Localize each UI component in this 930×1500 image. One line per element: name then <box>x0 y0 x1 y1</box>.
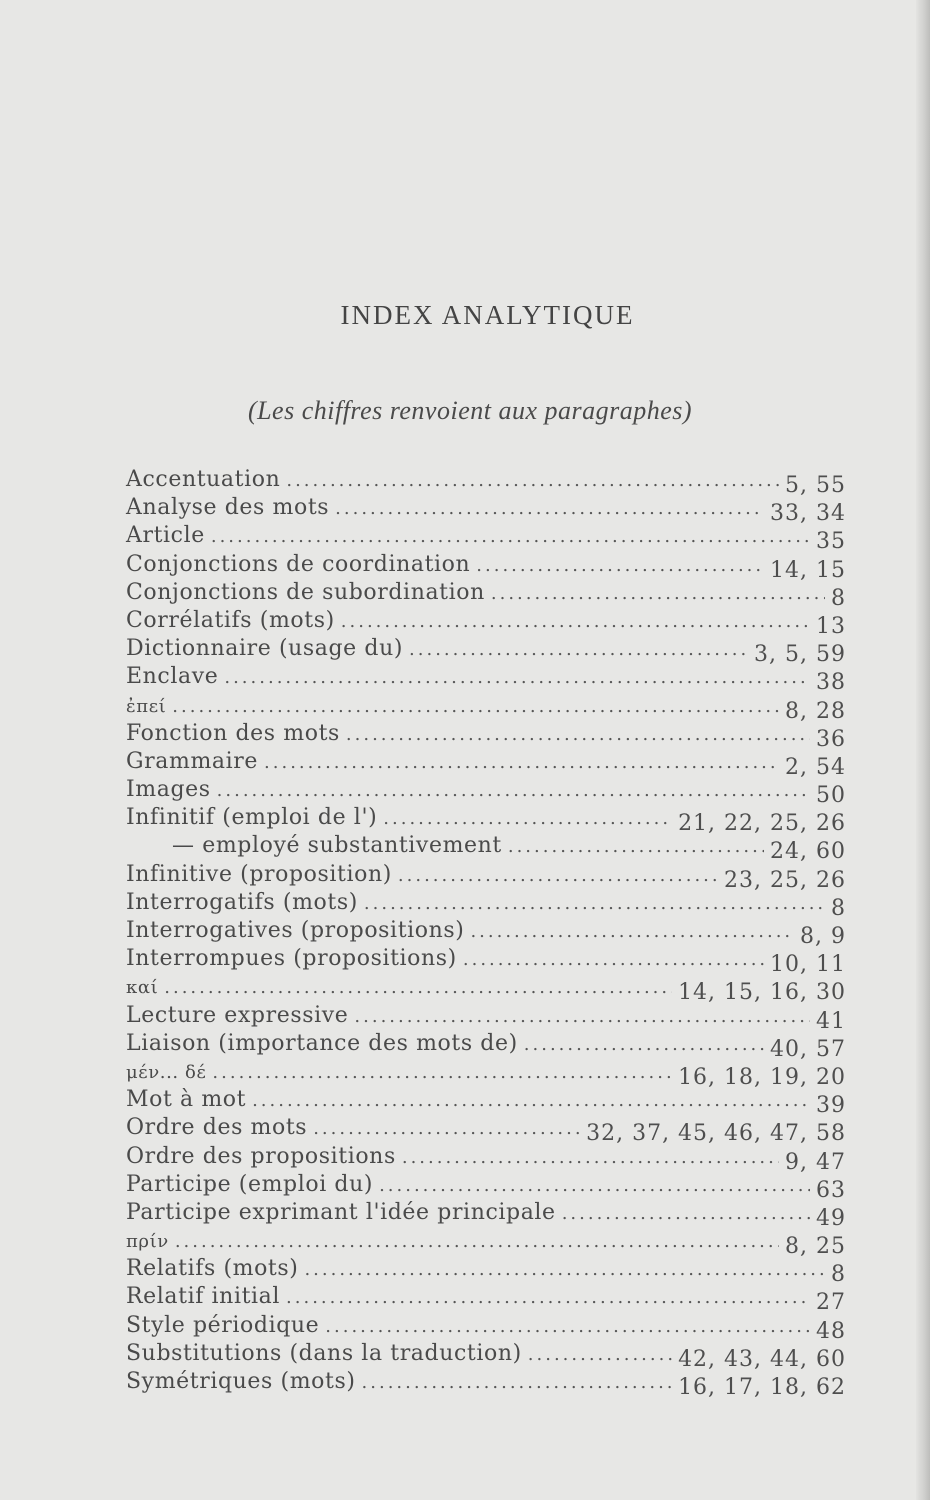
dot-leader <box>341 608 810 636</box>
index-refs: 8, 28 <box>785 698 846 724</box>
dot-leader <box>313 1115 580 1143</box>
index-refs: 14, 15 <box>770 557 846 583</box>
index-refs: 8, 9 <box>800 924 846 949</box>
index-refs: 16, 18, 19, 20 <box>678 1064 846 1090</box>
dot-leader <box>398 862 718 890</box>
dot-leader <box>346 721 810 749</box>
dot-leader <box>217 777 810 805</box>
index-term: Interrogatives (propositions) <box>126 918 465 943</box>
page-binding-edge <box>916 0 930 1500</box>
index-term: Fonction des mots <box>126 720 340 746</box>
index-refs: 23, 25, 26 <box>724 867 846 893</box>
index-entry <box>126 635 846 668</box>
index-refs: 63 <box>816 1177 846 1203</box>
index-refs: 8, 25 <box>785 1234 846 1260</box>
dot-leader <box>379 1172 810 1200</box>
index-entry <box>126 1255 846 1288</box>
index-entry <box>126 776 846 809</box>
index-refs: 41 <box>816 1008 846 1034</box>
index-term: Relatif initial <box>126 1284 281 1310</box>
index-refs: 48 <box>816 1318 846 1344</box>
index-entry <box>126 804 846 837</box>
index-list <box>126 466 846 1400</box>
index-refs: 27 <box>816 1290 846 1316</box>
dot-leader <box>470 918 794 946</box>
index-entry <box>126 1199 846 1231</box>
index-refs: 13 <box>816 613 846 639</box>
index-term: Enclave <box>126 664 219 690</box>
index-term: Interrogatifs (mots) <box>126 889 358 915</box>
index-term: πρίν <box>126 1231 169 1253</box>
index-refs: 42, 43, 44, 60 <box>678 1346 846 1372</box>
index-term: Infinitif (emploi de l') <box>126 805 378 831</box>
index-entry <box>126 1058 846 1090</box>
index-term: Article <box>126 523 205 549</box>
index-entry <box>126 663 846 696</box>
dot-leader <box>304 1256 825 1284</box>
index-term: Corrélatifs (mots) <box>126 607 335 633</box>
index-refs: 50 <box>816 783 846 809</box>
dot-leader <box>164 974 672 1002</box>
index-refs: 8 <box>831 585 846 611</box>
index-entry <box>126 522 846 555</box>
index-term: ἐπεί <box>126 695 167 717</box>
index-entry <box>126 1171 846 1203</box>
index-term: Interrompues (propositions) <box>126 946 457 972</box>
index-refs: 3, 5, 59 <box>754 642 846 668</box>
index-refs: 32, 37, 45, 46, 47, 58 <box>586 1121 846 1147</box>
index-entry <box>126 917 846 949</box>
index-term: Relatifs (mots) <box>126 1256 299 1282</box>
dot-leader <box>224 664 810 692</box>
dot-leader <box>212 1059 672 1087</box>
index-entry <box>126 861 846 893</box>
index-entry <box>126 494 846 527</box>
dot-leader <box>383 805 672 833</box>
index-term: Ordre des mots <box>126 1115 308 1141</box>
index-refs: 14, 15, 16, 30 <box>678 980 846 1006</box>
index-entry <box>126 1340 846 1372</box>
index-term: Participe exprimant l'idée principale <box>126 1199 556 1225</box>
index-refs: 36 <box>816 726 846 752</box>
index-entry <box>126 1030 846 1062</box>
page-subtitle: (Les chiffres renvoient aux paragraphes) <box>247 396 693 425</box>
index-entry <box>126 945 846 978</box>
index-term: Conjonctions de coordination <box>126 551 471 577</box>
index-refs: 39 <box>816 1093 846 1119</box>
index-entry <box>126 466 846 498</box>
index-term: Grammaire <box>126 748 259 774</box>
index-entry <box>126 1283 846 1316</box>
dot-leader <box>463 946 764 974</box>
dot-leader <box>325 1313 810 1341</box>
dot-leader <box>264 749 779 777</box>
index-refs: 38 <box>816 670 846 696</box>
index-refs: 16, 17, 18, 62 <box>678 1375 846 1400</box>
index-refs: 21, 22, 25, 26 <box>678 811 846 837</box>
index-term: Ordre des propositions <box>126 1143 396 1169</box>
index-term: Infinitive (proposition) <box>126 861 392 887</box>
index-term: Substitutions (dans la traduction) <box>126 1340 522 1366</box>
index-term: καί <box>126 977 159 999</box>
index-term: Images <box>126 777 211 803</box>
index-entry <box>126 720 846 752</box>
index-entry <box>126 551 846 583</box>
index-entry <box>126 1227 846 1260</box>
index-refs: 2, 54 <box>785 754 846 780</box>
index-term: Conjonctions de subordination <box>126 579 485 605</box>
index-refs: 9, 47 <box>785 1149 846 1175</box>
dot-leader <box>409 636 748 664</box>
dot-leader <box>562 1200 810 1228</box>
index-term: Accentuation <box>126 467 281 492</box>
index-term: Style périodique <box>126 1312 320 1338</box>
index-entry <box>126 607 846 639</box>
index-term: Participe (emploi du) <box>126 1171 374 1197</box>
dot-leader <box>211 523 810 551</box>
dot-leader <box>524 1031 764 1059</box>
dot-leader <box>362 1369 673 1397</box>
index-refs: 5, 55 <box>785 473 846 498</box>
dot-leader <box>175 1228 779 1256</box>
index-entry <box>126 579 846 611</box>
index-refs: 24, 60 <box>770 839 846 865</box>
dot-leader <box>286 467 779 495</box>
dot-leader <box>335 495 764 523</box>
index-term: Analyse des mots <box>126 495 330 521</box>
index-entry <box>126 692 846 724</box>
index-entry <box>126 748 846 780</box>
index-refs: 49 <box>816 1205 846 1231</box>
index-refs: 35 <box>816 529 846 555</box>
index-term: Lecture expressive <box>126 1002 349 1028</box>
index-term: Symétriques (mots) <box>126 1369 356 1394</box>
index-refs: 33, 34 <box>770 501 846 527</box>
index-term: Mot à mot <box>126 1087 247 1113</box>
index-refs: 10, 11 <box>770 952 846 978</box>
index-term: Dictionnaire (usage du) <box>126 636 404 662</box>
index-refs: 8 <box>831 895 846 921</box>
dot-leader <box>286 1284 810 1312</box>
page-title: INDEX ANALYTIQUE <box>340 300 635 330</box>
dot-leader <box>172 693 779 721</box>
index-entry <box>126 973 846 1006</box>
index-entry <box>126 1114 846 1147</box>
dot-leader <box>528 1341 672 1369</box>
index-refs: 8 <box>831 1262 846 1288</box>
index-refs: 40, 57 <box>770 1036 846 1062</box>
index-term: Liaison (importance des mots de) <box>126 1030 518 1056</box>
index-subterm: — employé substantivement <box>172 833 502 859</box>
dot-leader <box>476 552 764 580</box>
index-term: μέν... δέ <box>126 1061 207 1083</box>
index-entry <box>126 1312 846 1344</box>
